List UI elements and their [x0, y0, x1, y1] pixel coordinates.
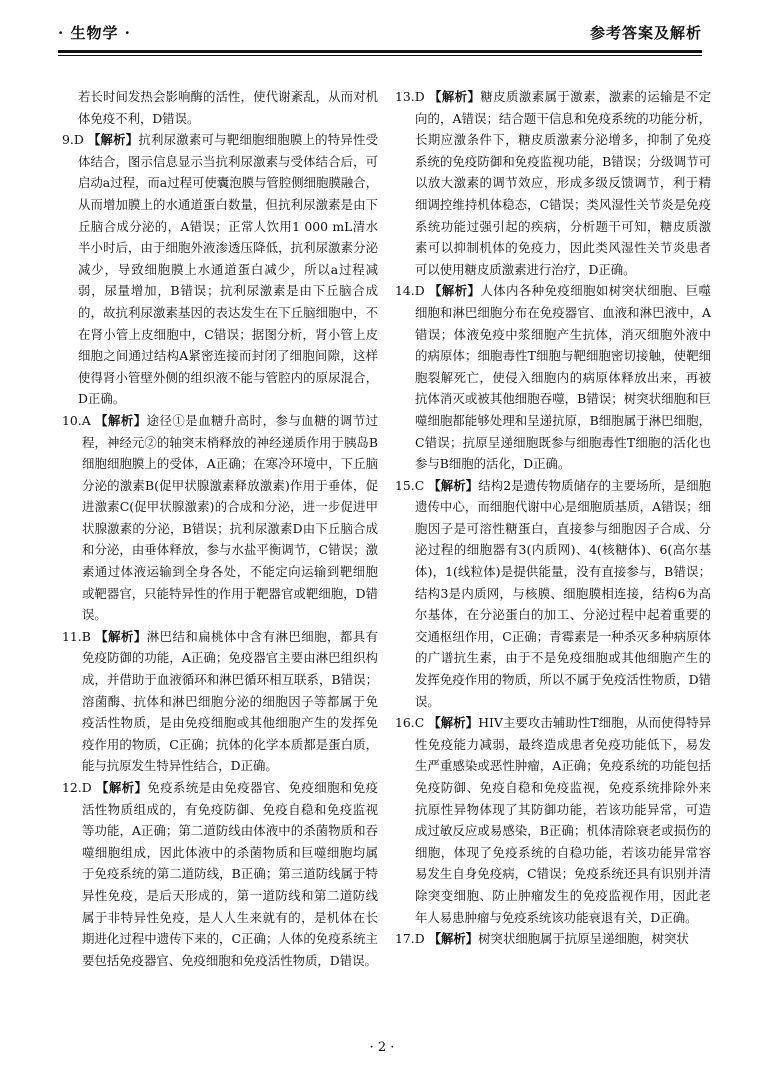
- section-title: 参考答案及解析: [589, 24, 702, 42]
- header-rule-thin: [58, 55, 702, 56]
- answer-letter: B: [81, 628, 91, 644]
- answer-letter: D: [414, 89, 425, 104]
- item-number: 12.: [62, 780, 82, 795]
- item-number: 9.: [62, 132, 74, 148]
- item-number: 10.: [62, 412, 82, 428]
- answer-letter: C: [414, 715, 425, 731]
- analysis-tag: 【解析】: [87, 132, 139, 148]
- analysis-text: 结构2是遗传物质储存的主要场所，是细胞遗传中心，而细胞代谢中心是细胞质基质，A错误；细胞因子是可溶性糖蛋白，直接参与细胞因子合成、分泌过程的细胞器有3(内质网)、4(核糖体)、6(高尔基体)，1(线粒体)是提供能量，没有直接参与，B错误；结构3是内质网，与核膜、细胞膜相连接，结构6为高尔基体，在分泌蛋白的加工、分泌过程中起着重要的交通枢纽作用，C正确；青霉素是一种杀灭多种病原体的广谱抗生素，由于不是免疫细胞或其他细胞产生的发挥免疫作用的物质，所以不属于免疫活性物质，D错误。: [415, 477, 711, 709]
- analysis-tag: 【解析】: [95, 412, 147, 428]
- answer-item-16: [395, 712, 711, 928]
- answer-letter: D: [414, 931, 425, 947]
- analysis-text: 免疫系统是由免疫器官、免疫细胞和免疫活性物质组成的，有免疫防御、免疫自稳和免疫监视等功能，A正确；第二道防线由体液中的杀菌物质和吞噬细胞组成，因此体液中的杀菌物质和巨噬细胞均属于免疫系统的第二道防线，B正确；第三道防线属于特异性免疫，是后天形成的，第一道防线和第二道防线属于非特异性免疫，是人人生来就有的，是机体在长期进化过程中遗传下来的，C正确；人体的免疫系统主要包括免疫器官、免疫细胞和免疫活性物质，D错误。: [82, 780, 378, 968]
- left-column: [62, 86, 378, 971]
- answer-item-13: [395, 86, 711, 280]
- q8-continuation: [62, 86, 378, 129]
- answer-letter: D: [414, 283, 425, 299]
- analysis-tag: 【解析】: [96, 780, 148, 795]
- analysis-text: 途径①是血糖升高时，参与血糖的调节过程，神经元②的轴突末梢释放的神经递质作用于胰岛B细胞细胞膜上的受体，A正确；在寒冷环境中，下丘脑分泌的激素B(促甲状腺激素释放激素)作用于垂体，促进激素C(促甲状腺激素)的合成和分泌，进一步促进甲状腺激素的分泌，B错误；抗利尿激素D由下丘脑合成和分泌，由垂体释放，参与水盐平衡调节，C错误；激素通过体液运输到全身各处，不能定向运输到靶细胞或靶器官，只能特异性的作用于靶器官或靶细胞，D错误。: [82, 412, 379, 623]
- page-header: [58, 18, 702, 46]
- analysis-text: 淋巴结和扁桃体中含有淋巴细胞，都具有免疫防御的功能，A正确；免疫器官主要由淋巴组织构成，并借助于血液循环和淋巴循环相互联系，B错误；溶菌酶、抗体和淋巴细胞分泌的细胞因子等都属于免疫活性物质，是由免疫细胞或其他细胞产生的发挥免疫作用的物质，C正确；抗体的化学本质都是蛋白质，能与抗原发生特异性结合，D正确。: [82, 628, 378, 774]
- item-number: 14.: [395, 283, 415, 299]
- analysis-text: 树突状细胞属于抗原呈递细胞，树突状: [478, 931, 689, 947]
- analysis-text: 糖皮质激素属于激素，激素的运输是不定向的，A错误；结合题干信息和免疫系统的功能分析，长期应激条件下，糖皮质激素分泌增多，抑制了免疫系统的免疫防御和免疫监视功能，B错误；分级调节可以放大激素的调节效应，形成多级反馈调节，利于精细调控维持机体稳态，C错误；类风湿性关节炎是免疫系统功能过强引起的疾病，分析题干可知，糖皮质激素可以抑制机体的免疫力，因此类风湿性关节炎患者可以使用糖皮质激素进行治疗，D正确。: [415, 89, 711, 277]
- analysis-text: 抗利尿激素可与靶细胞细胞膜上的特异性受体结合，图示信息显示当抗利尿激素与受体结合后，可启动a过程，而a过程可使囊泡膜与管腔侧细胞膜融合，从而增加膜上的水通道蛋白数量，但抗利尿激素是由下丘脑合成分泌的，A错误；正常人饮用1 000 mL清水半小时后，由于细胞外液渗透压降低，抗利尿激素分泌减少，导致细胞膜上水通道蛋白减少，所以a过程减弱，尿量增加，B错误；抗利尿激素是由下丘脑合成的，故抗利尿激素基因的表达发生在下丘脑细胞中，不在肾小管上皮细胞中，C错误；据图分析，肾小管上皮细胞之间通过结构A紧密连接而封闭了细胞间隙，这样使得肾小管壁外侧的组织液不能与管腔内的原尿混合，D正确。: [78, 132, 378, 407]
- answer-item-11: [62, 626, 378, 777]
- analysis-tag: 【解析】: [428, 931, 479, 947]
- analysis-text: 人体内各种免疫细胞如树突状细胞、巨噬细胞和淋巴细胞分布在免疫器官、血液和淋巴液中，A错误；体液免疫中浆细胞产生抗体，消灭细胞外液中的病原体；细胞毒性T细胞与靶细胞密切接触，使靶细胞裂解死亡，使侵入细胞内的病原体释放出来，再被抗体消灭或被其他细胞吞噬，B错误；树突状细胞和巨噬细胞都能够处理和呈递抗原，B细胞属于淋巴细胞，C错误；抗原呈递细胞既参与细胞毒性T细胞的活化也参与B细胞的活化，D正确。: [415, 283, 711, 472]
- subject-title: · 生物学 ·: [58, 24, 131, 42]
- answer-letter: D: [73, 132, 84, 148]
- item-number: 13.: [395, 89, 415, 104]
- analysis-tag: 【解析】: [428, 715, 479, 731]
- analysis-tag: 【解析】: [429, 283, 481, 299]
- answer-item-9: [62, 129, 378, 410]
- right-column: [395, 86, 711, 950]
- item-number: 17.: [395, 931, 415, 947]
- answer-item-17: [395, 928, 711, 950]
- item-number: 11.: [62, 628, 82, 644]
- answer-item-15: [395, 475, 711, 713]
- analysis-tag: 【解析】: [428, 477, 479, 493]
- answer-item-14: [395, 280, 711, 474]
- item-number: 16.: [395, 715, 415, 731]
- analysis-tag: 【解析】: [429, 89, 481, 104]
- header-rule-thick: [58, 50, 702, 53]
- answer-item-10: [62, 410, 378, 626]
- analysis-text: HIV主要攻击辅助性T细胞，从而使得特异性免疫能力减弱，最终造成患者免疫功能低下，易发生严重感染或恶性肿瘤，A正确；免疫系统的功能包括免疫防御、免疫自稳和免疫监视，免疫系统排除外来抗原性异物体现了其防御功能，若该功能异常，可造成过敏反应或易感染，B正确；机体清除衰老或损伤的细胞，体现了免疫系统的自稳功能，若该功能异常容易发生自身免疫病，C错误；免疫系统还具有识别并清除突变细胞、防止肿瘤发生的免疫监视作用，因此老年人易患肿瘤与免疫系统该功能衰退有关，D正确。: [415, 715, 711, 925]
- page-number: · 2 ·: [369, 1040, 395, 1055]
- q8-text: 若长时间发热会影响酶的活性，使代谢紊乱，从而对机体免疫不利，D错误。: [78, 89, 378, 126]
- answer-letter: A: [81, 412, 91, 428]
- answer-item-12: [62, 777, 378, 971]
- answer-letter: C: [414, 477, 425, 493]
- analysis-tag: 【解析】: [95, 628, 147, 644]
- answer-letter: D: [81, 780, 92, 795]
- item-number: 15.: [395, 477, 415, 493]
